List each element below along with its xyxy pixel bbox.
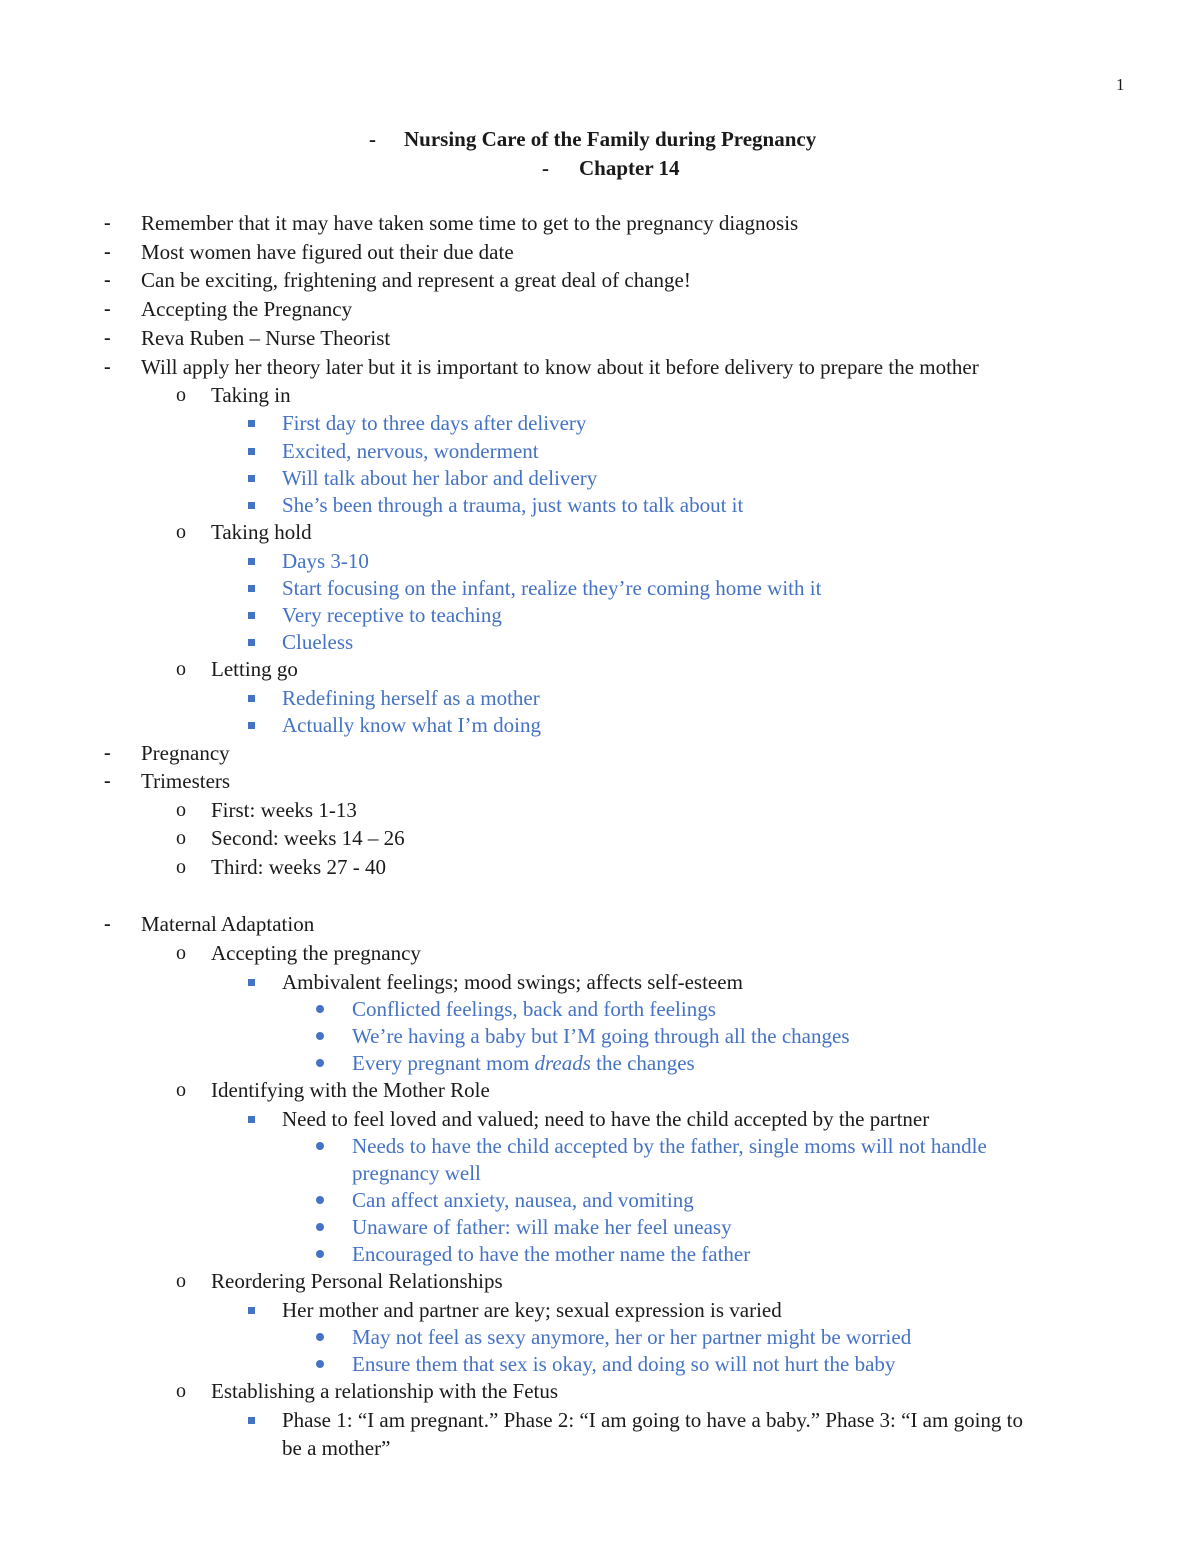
dot-bullet — [316, 1142, 324, 1150]
circle-bullet: o — [176, 1380, 186, 1402]
list-item-text: Most women have figured out their due date — [141, 240, 514, 264]
dash-bullet: - — [104, 356, 111, 378]
note-text: Days 3-10 — [282, 549, 369, 573]
note-text: pregnancy well — [352, 1161, 481, 1185]
note-text: Ensure them that sex is okay, and doing so will not hurt the baby — [352, 1352, 896, 1376]
title-dash: - — [542, 156, 549, 180]
list-item-text: Can be exciting, frightening and represent a great deal of change! — [141, 268, 691, 292]
subtopic-label: Identifying with the Mother Role — [211, 1078, 490, 1102]
note-text: Very receptive to teaching — [282, 603, 502, 627]
phase-label: Taking hold — [211, 520, 312, 544]
note-text: Encouraged to have the mother name the father — [352, 1242, 751, 1266]
dash-bullet: - — [104, 212, 111, 234]
note-text: Clueless — [282, 630, 354, 654]
square-bullet — [248, 695, 255, 702]
square-bullet — [248, 722, 255, 729]
note-text: Every pregnant mom dreads the changes — [352, 1051, 695, 1075]
circle-bullet: o — [176, 799, 186, 821]
note-text: Unaware of father: will make her feel uneasy — [352, 1215, 732, 1239]
title-dash: - — [369, 127, 376, 151]
note-text: Needs to have the child accepted by the father, single moms will not handle — [352, 1134, 987, 1158]
title-text: Nursing Care of the Family during Pregnancy — [404, 127, 817, 151]
square-bullet — [248, 1417, 255, 1424]
dot-bullet — [316, 1250, 324, 1258]
note-text: She’s been through a trauma, just wants to talk about it — [282, 493, 744, 517]
circle-bullet: o — [176, 1079, 186, 1101]
dash-bullet: - — [104, 269, 111, 291]
point-text: be a mother” — [282, 1436, 391, 1460]
circle-bullet: o — [176, 827, 186, 849]
note-text: Excited, nervous, wonderment — [282, 439, 539, 463]
trimester-text: First: weeks 1-13 — [211, 798, 357, 822]
note-text: We’re having a baby but I’M going through all the changes — [352, 1024, 850, 1048]
square-bullet — [248, 448, 255, 455]
list-item-text: Will apply her theory later but it is important to know about it before delivery to prepare the mother — [141, 355, 979, 379]
dash-bullet: - — [104, 913, 111, 935]
note-text: First day to three days after delivery — [282, 411, 587, 435]
phase-label: Taking in — [211, 383, 291, 407]
dot-bullet — [316, 1005, 324, 1013]
circle-bullet: o — [176, 521, 186, 543]
list-item-text: Trimesters — [141, 769, 231, 793]
list-item-text: Maternal Adaptation — [141, 912, 315, 936]
note-text: Will talk about her labor and delivery — [282, 466, 598, 490]
point-text: Ambivalent feelings; mood swings; affects self-esteem — [282, 970, 743, 994]
dot-bullet — [316, 1360, 324, 1368]
subtopic-label: Reordering Personal Relationships — [211, 1269, 503, 1293]
emphasis-text: dreads — [534, 1051, 591, 1075]
circle-bullet: o — [176, 658, 186, 680]
subtopic-label: Accepting the pregnancy — [211, 941, 421, 965]
list-item-text: Remember that it may have taken some time to get to the pregnancy diagnosis — [141, 211, 799, 235]
square-bullet — [248, 979, 255, 986]
dot-bullet — [316, 1223, 324, 1231]
point-text: Need to feel loved and valued; need to have the child accepted by the partner — [282, 1107, 930, 1131]
circle-bullet: o — [176, 942, 186, 964]
point-text: Phase 1: “I am pregnant.” Phase 2: “I am going to have a baby.” Phase 3: “I am going to — [282, 1408, 1024, 1432]
dot-bullet — [316, 1059, 324, 1067]
dash-bullet: - — [104, 327, 111, 349]
square-bullet — [248, 502, 255, 509]
note-text: Actually know what I’m doing — [282, 713, 541, 737]
note-text: Start focusing on the infant, realize they’re coming home with it — [282, 576, 822, 600]
note-text: Redefining herself as a mother — [282, 686, 540, 710]
note-text: Can affect anxiety, nausea, and vomiting — [352, 1188, 694, 1212]
dot-bullet — [316, 1032, 324, 1040]
dot-bullet — [316, 1333, 324, 1341]
square-bullet — [248, 612, 255, 619]
circle-bullet: o — [176, 384, 186, 406]
list-item-text: Pregnancy — [141, 741, 230, 765]
square-bullet — [248, 420, 255, 427]
dot-bullet — [316, 1196, 324, 1204]
square-bullet — [248, 558, 255, 565]
square-bullet — [248, 1307, 255, 1314]
page-number: 1 — [1116, 75, 1125, 94]
square-bullet — [248, 475, 255, 482]
dash-bullet: - — [104, 298, 111, 320]
trimester-text: Third: weeks 27 - 40 — [211, 855, 386, 879]
square-bullet — [248, 585, 255, 592]
dash-bullet: - — [104, 770, 111, 792]
circle-bullet: o — [176, 856, 186, 878]
square-bullet — [248, 1116, 255, 1123]
dash-bullet: - — [104, 241, 111, 263]
dash-bullet: - — [104, 742, 111, 764]
phase-label: Letting go — [211, 657, 298, 681]
square-bullet — [248, 639, 255, 646]
note-text: Conflicted feelings, back and forth feelings — [352, 997, 716, 1021]
subtopic-label: Establishing a relationship with the Fetus — [211, 1379, 559, 1403]
trimester-text: Second: weeks 14 – 26 — [211, 826, 405, 850]
note-text: May not feel as sexy anymore, her or her partner might be worried — [352, 1325, 912, 1349]
circle-bullet: o — [176, 1270, 186, 1292]
list-item-text: Reva Ruben – Nurse Theorist — [141, 326, 391, 350]
chapter-text: Chapter 14 — [579, 156, 680, 180]
list-item-text: Accepting the Pregnancy — [141, 297, 353, 321]
point-text: Her mother and partner are key; sexual expression is varied — [282, 1298, 782, 1322]
